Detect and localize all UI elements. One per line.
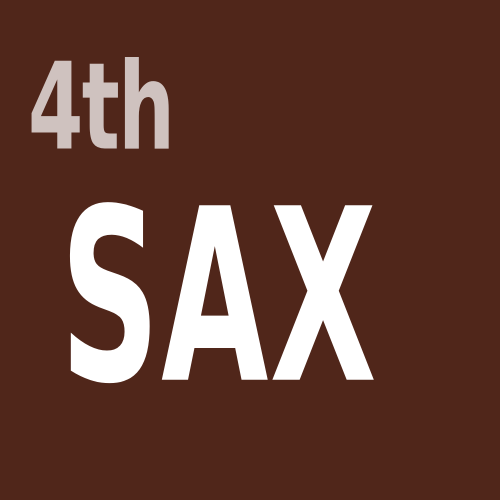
logo-ordinal-text: 4th xyxy=(28,37,174,178)
logo-name-text: SAX xyxy=(60,157,378,437)
